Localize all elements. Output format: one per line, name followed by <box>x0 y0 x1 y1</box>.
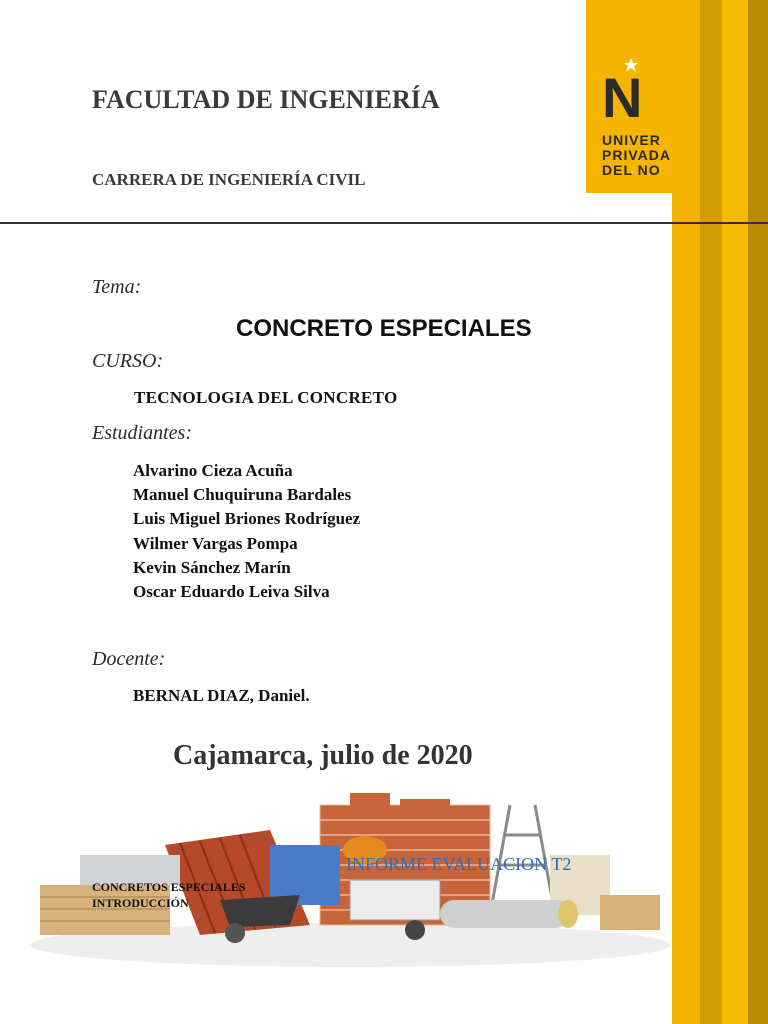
decorative-stripe <box>748 0 768 1024</box>
logo-line: UNIVER <box>602 132 661 148</box>
university-logo <box>586 0 672 193</box>
decorative-stripe <box>700 0 722 1024</box>
logo-mark: N <box>602 66 643 129</box>
student-name: Kevin Sánchez Marín <box>133 557 291 577</box>
report-label: INFORME EVALUACION T2 <box>346 854 572 874</box>
estudiantes-label: Estudiantes: <box>92 422 192 444</box>
logo-line: PRIVADA <box>602 147 671 163</box>
student-name: Luis Miguel Briones Rodríguez <box>133 509 361 529</box>
footer-line: INTRODUCCIÓN <box>92 896 189 910</box>
document-title: CONCRETO ESPECIALES <box>236 315 532 342</box>
curso-value: TECNOLOGIA DEL CONCRETO <box>134 388 398 407</box>
student-name: Wilmer Vargas Pompa <box>133 533 298 553</box>
docente-label: Docente: <box>92 648 166 670</box>
student-list <box>133 459 360 604</box>
student-name: Manuel Chuquiruna Bardales <box>133 485 352 505</box>
faculty-title: FACULTAD DE INGENIERÍA <box>92 85 440 114</box>
tema-label: Tema: <box>92 276 142 298</box>
place-date: Cajamarca, julio de 2020 <box>173 740 473 771</box>
logo-star-icon <box>624 58 638 72</box>
decorative-stripe <box>722 0 748 1024</box>
divider <box>0 222 768 224</box>
student-name: Alvarino Cieza Acuña <box>133 461 293 480</box>
curso-label: CURSO: <box>92 350 164 372</box>
docente-value: BERNAL DIAZ, Daniel. <box>133 686 310 705</box>
logo-line: DEL NO <box>602 162 661 178</box>
footer-line: CONCRETOS ESPECIALES <box>92 880 246 894</box>
student-name: Oscar Eduardo Leiva Silva <box>133 582 330 602</box>
career-title: CARRERA DE INGENIERÍA CIVIL <box>92 170 366 189</box>
decorative-stripe <box>672 0 700 1024</box>
logo-text <box>602 133 671 178</box>
